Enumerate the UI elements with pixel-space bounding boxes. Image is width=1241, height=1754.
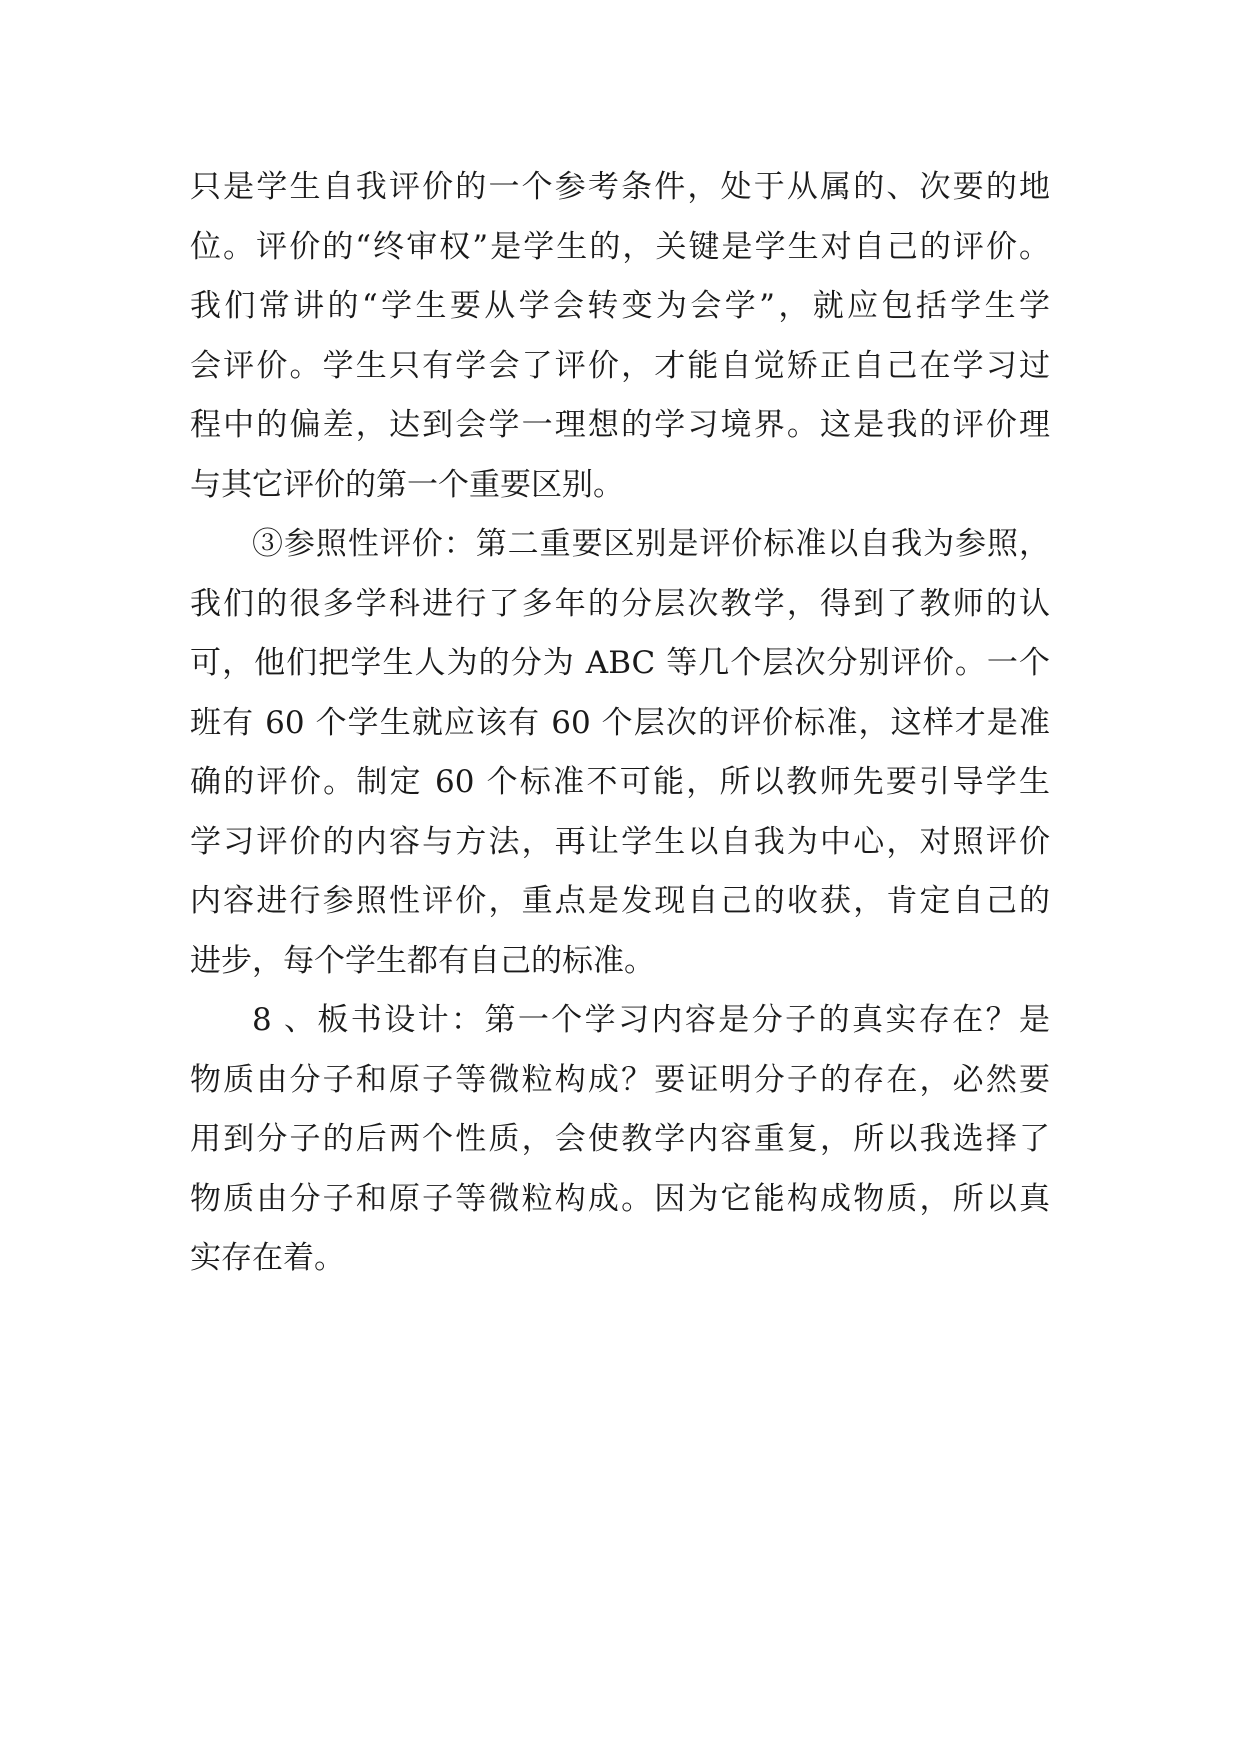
text-line: 物质由分子和原子等微粒构成？要证明分子的存在，必然要 [190,1061,1050,1098]
document-body [190,158,1050,1289]
text-line: 8 、板书设计：第一个学习内容是分子的真实存在？是 [252,1002,1050,1038]
text-line: 位。评价的“终审权”是学生的，关键是学生对自己的评价。 [190,228,1050,265]
text-line: 物质由分子和原子等微粒构成。因为它能构成物质，所以真 [190,1180,1050,1217]
text-line: 用到分子的后两个性质，会使教学内容重复，所以我选择了 [190,1121,1050,1157]
text-line: 我们的很多学科进行了多年的分层次教学，得到了教师的认 [190,585,1050,622]
text-line: 班有 60 个学生就应该有 60 个层次的评价标准，这样才是准 [190,704,1050,741]
text-line: 会评价。学生只有学会了评价，才能自觉矫正自己在学习过 [190,347,1050,384]
text-line: 与其它评价的第一个重要区别。 [190,466,624,503]
text-line: 内容进行参照性评价，重点是发现自己的收获，肯定自己的 [190,883,1050,919]
text-line: ③参照性评价：第二重要区别是评价标准以自我为参照， [252,526,1050,562]
text-line: 学习评价的内容与方法，再让学生以自我为中心，对照评价 [190,823,1050,860]
text-line: 确的评价。制定 60 个标准不可能，所以教师先要引导学生 [190,764,1050,800]
text-line: 只是学生自我评价的一个参考条件，处于从属的、次要的地 [190,169,1050,205]
text-line: 可，他们把学生人为的分为 ABC 等几个层次分别评价。一个 [190,645,1050,681]
text-line: 进步，每个学生都有自己的标准。 [190,942,655,979]
text-line: 我们常讲的“学生要从学会转变为会学”，就应包括学生学 [190,288,1050,324]
text-line: 实存在着。 [190,1240,345,1276]
text-line: 程中的偏差，达到会学一理想的学习境界。这是我的评价理 [190,407,1050,443]
